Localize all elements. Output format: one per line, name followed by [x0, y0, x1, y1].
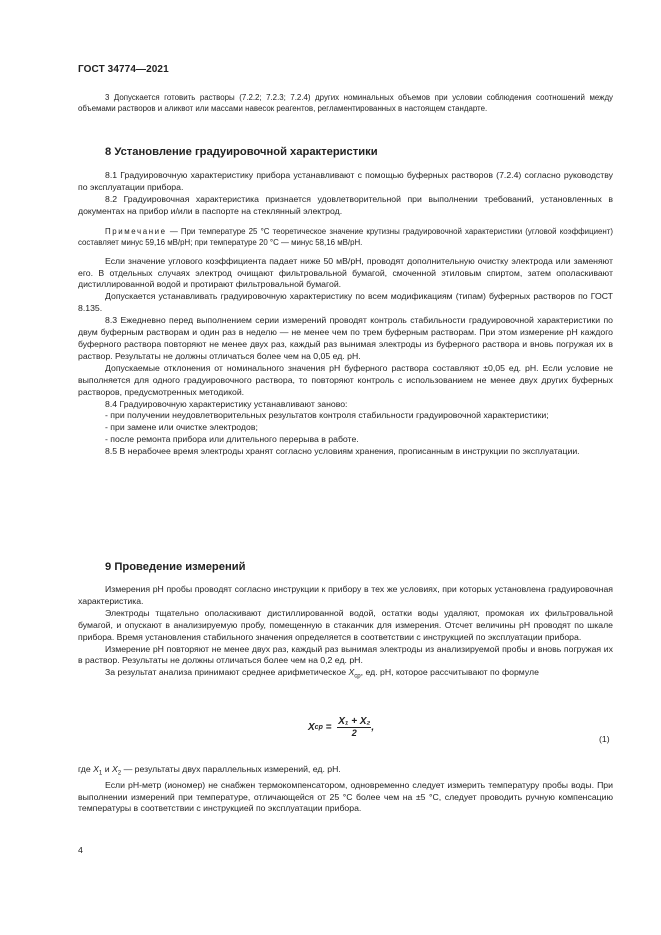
paragraph-9-2: Электроды тщательно ополаскивают дистиллированной водой, остатки воды удаляют, промокая их фильтровальной бумагой, и опускают в анализируемую пробу, помещенную в стаканчик для измерения. Отсчет величины рН проводят по шкале прибора. Время установления стабильного значения определяется в соответствии с инструкцией по эксплуатации прибора.: [78, 607, 613, 642]
paragraph-8-2-b: Допускается устанавливать градуировочную характеристику по всем модификациям (типам) буферных растворов по ГОСТ 8.135.: [78, 291, 613, 314]
section-9-body: [78, 584, 613, 683]
paragraph-9-4: За результат анализа принимают среднее арифметическое $X_{ср}$, ед. рН, которое рассчитывают по формуле: [105, 667, 539, 681]
page-number: 4: [78, 845, 83, 855]
document-code: ГОСТ 34774—2021: [78, 64, 169, 75]
note-label: Примечание: [105, 226, 167, 236]
note-8: [78, 226, 613, 248]
paragraph-8-1: 8.1 Градуировочную характеристику прибора устанавливают с помощью буферных растворов (7.2.4) согласно руководству по эксплуатации прибора.: [78, 170, 613, 192]
paragraph-8-2: 8.2 Градуировочная характеристика признается удовлетворительной при выполнении требований, установленных в документах на прибор и/или в паспорте на стеклянный электрод.: [78, 193, 613, 216]
paragraph-8-3: 8.3 Ежедневно перед выполнением серии измерений проводят контроль стабильности градуировочной характеристики по двум буферным растворам и один раз в неделю — не менее чем по трем буферным растворам. При этом измерение рН каждого буферного раствора повторяют не менее двух раз, каждый раз вынимая электроды из буферного раствора и вновь погружая их в раствор. Результаты не должны отличаться более чем на 0,05 ед. рН.: [78, 315, 613, 361]
intro-note: 3 Допускается готовить растворы (7.2.2; 7.2.3; 7.2.4) других номинальных объемов при условии соблюдения соотношений между объемами растворов и аликвот или массами навесок реагентов, регламентированных в настоящем стандарте.: [78, 93, 613, 113]
formula-1: X ср = $\frac{\text{X₁ + X₂}}{2}$ ,: [308, 716, 375, 738]
paragraph-9-1: Измерения рН пробы проводят согласно инструкции к прибору в тех же условиях, при которых установлена градуировочная характеристика.: [78, 584, 613, 606]
equation-number: (1): [599, 734, 610, 744]
paragraph-8-5: 8.5 В нерабочее время электроды хранят согласно условиям хранения, прописанным в инструкции по эксплуатации.: [105, 446, 580, 457]
paragraph-8-3-b: Допускаемые отклонения от номинального значения рН буферного раствора составляют ±0,05 ед. рН. Если условие не выполняется для одного градуировочного раствора, то повторяют контроль с использованием не менее двух других буферных растворов, предусмотренных методикой.: [78, 362, 613, 397]
section-8-title: 8 Установление градуировочной характеристики: [105, 146, 378, 158]
fraction: $\frac{\text{X₁ + X₂}}{2}$: [338, 716, 371, 738]
section-9-title: 9 Проведение измерений: [105, 561, 246, 573]
paragraph-9-3: Измерение рН повторяют не менее двух раз, каждый раз вынимая электроды из анализируемой пробы и вновь погружая их в раствор. Результаты не должны отличаться более чем на 0,2 ед. рН.: [78, 643, 613, 666]
paragraph-8-2-a: Если значение углового коэффициента падает ниже 50 мВ/рН, проводят дополнительную очистку электрода или заменяют его. В отдельных случаях электрод очищают фильтровальной бумагой, смоченной этиловым спиртом, затем ополаскивают дистиллированной водой и протирают фильтровальной бумагой.: [78, 255, 613, 290]
formula-legend: где $X_1$ и $X_2$ — результаты двух параллельных измерений, ед. рН.: [78, 764, 341, 777]
paragraph-9-5: Если рН-метр (иономер) не снабжен термокомпенсатором, одновременно следует измерить температуру пробы воды. При выполнении измерений при температуре, отличающейся от 25 °С более чем на ±5 °С, следует проводить ручную компенсацию температуры в соответствии с инструкцией по эксплуатации прибора.: [78, 779, 613, 814]
list-item: - при замене или очистке электродов;: [105, 422, 258, 433]
section-8-body: [78, 170, 613, 458]
paragraph-8-4: 8.4 Градуировочную характеристику устанавливают заново:: [105, 398, 348, 409]
list-item: - при получении неудовлетворительных результатов контроля стабильности градуировочной характеристики;: [105, 410, 549, 421]
note-text: — При температуре 25 °С теоретическое значение крутизны градуировочной характеристики (угловой коэффициент) составляет минус 59,16 мВ/рН; при температуре 20 °С — минус 58,16 мВ/рН.: [78, 226, 613, 247]
section-9-body-continued: [78, 764, 613, 815]
list-item: - после ремонта прибора или длительного перерыва в работе.: [105, 434, 359, 445]
